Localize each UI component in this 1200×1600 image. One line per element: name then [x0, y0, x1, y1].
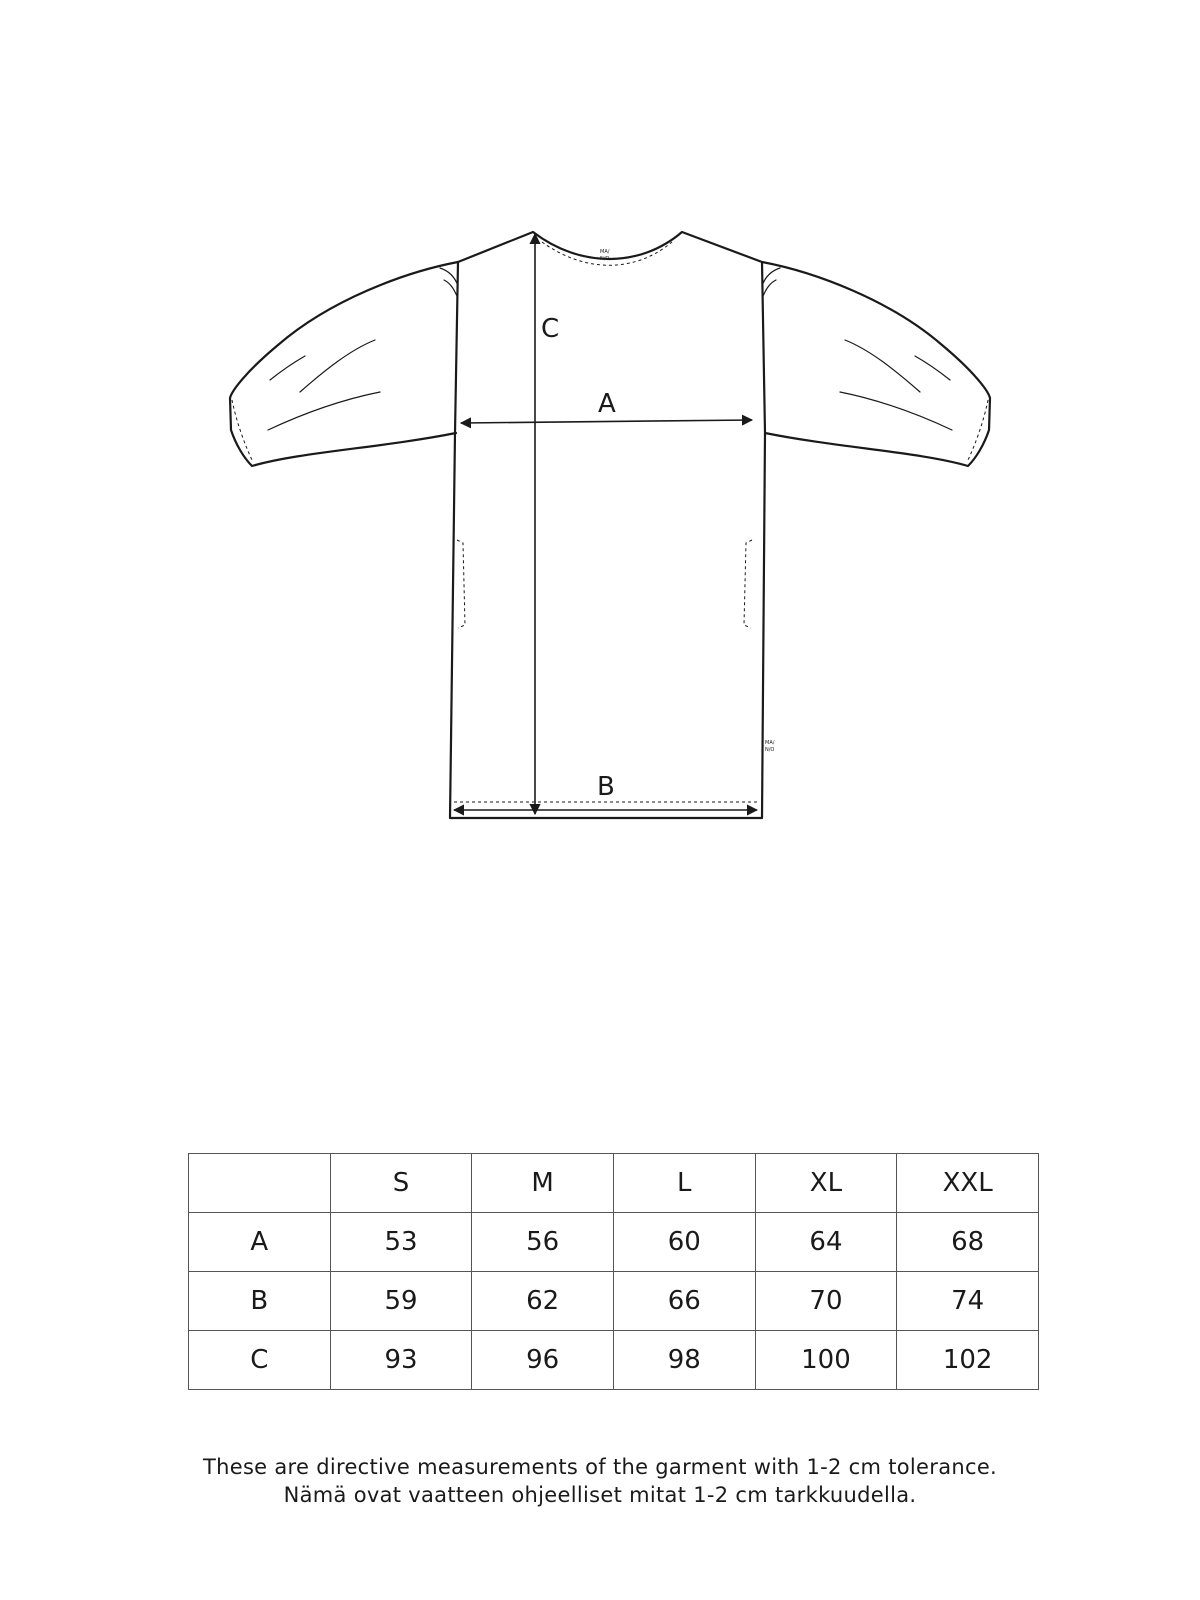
right-sleeve-gather-2: [763, 280, 776, 296]
table-row-label: C: [189, 1331, 331, 1390]
table-cell: 96: [472, 1331, 614, 1390]
table-cell: 66: [613, 1272, 755, 1331]
table-cell: 64: [755, 1213, 897, 1272]
table-cell: 62: [472, 1272, 614, 1331]
left-sleeve-fold-3: [268, 392, 380, 430]
neck-brand-tag: [600, 249, 610, 262]
size-table: [188, 1153, 1039, 1390]
measure-line-a: [461, 420, 752, 423]
table-header-cell: XL: [755, 1154, 897, 1213]
table-cell: 53: [330, 1213, 472, 1272]
table-header-cell: S: [330, 1154, 472, 1213]
table-row: [189, 1213, 1039, 1272]
left-pocket: [457, 540, 465, 628]
table-cell: 93: [330, 1331, 472, 1390]
left-sleeve-cuff: [232, 400, 252, 460]
table-row: [189, 1272, 1039, 1331]
table-cell: 68: [897, 1213, 1039, 1272]
table-cell: 74: [897, 1272, 1039, 1331]
table-cell: 56: [472, 1213, 614, 1272]
table-cell: 70: [755, 1272, 897, 1331]
table-row: [189, 1331, 1039, 1390]
table-cell: 60: [613, 1213, 755, 1272]
right-sleeve-outline: [762, 262, 990, 466]
right-sleeve-fold-2: [915, 356, 950, 380]
label-c: C: [541, 314, 560, 344]
table-header-cell: M: [472, 1154, 614, 1213]
dress-body-outline: [450, 232, 765, 818]
note-line-english: These are directive measurements of the garment with 1-2 cm tolerance.: [202, 1455, 998, 1479]
left-sleeve-gather-2: [444, 280, 457, 296]
table-cell: 98: [613, 1331, 755, 1390]
table-row-label: A: [189, 1213, 331, 1272]
table-header-cell: [189, 1154, 331, 1213]
table-cell: 59: [330, 1272, 472, 1331]
measurement-note: [0, 1453, 1200, 1509]
svg-text:MA/: MA/: [765, 740, 775, 746]
label-b: B: [597, 772, 615, 802]
right-pocket: [744, 540, 752, 628]
right-sleeve-fold-1: [845, 340, 920, 392]
table-cell: 102: [897, 1331, 1039, 1390]
side-brand-tag: [765, 740, 775, 753]
right-sleeve-fold-3: [840, 392, 952, 430]
table-header-cell: L: [613, 1154, 755, 1213]
svg-text:N/O: N/O: [600, 256, 610, 262]
svg-text:N/O: N/O: [765, 747, 775, 753]
table-header-cell: XXL: [897, 1154, 1039, 1213]
table-row-label: B: [189, 1272, 331, 1331]
left-sleeve-outline: [230, 262, 458, 466]
right-sleeve-cuff: [968, 400, 988, 460]
svg-text:MA/: MA/: [600, 249, 610, 255]
note-line-finnish: Nämä ovat vaatteen ohjeelliset mitat 1-2 cm tarkkuudella.: [283, 1483, 917, 1507]
left-sleeve-fold-1: [300, 340, 375, 392]
left-sleeve-fold-2: [270, 356, 305, 380]
table-cell: 100: [755, 1331, 897, 1390]
label-a: A: [598, 389, 616, 419]
table-header-row: [189, 1154, 1039, 1213]
